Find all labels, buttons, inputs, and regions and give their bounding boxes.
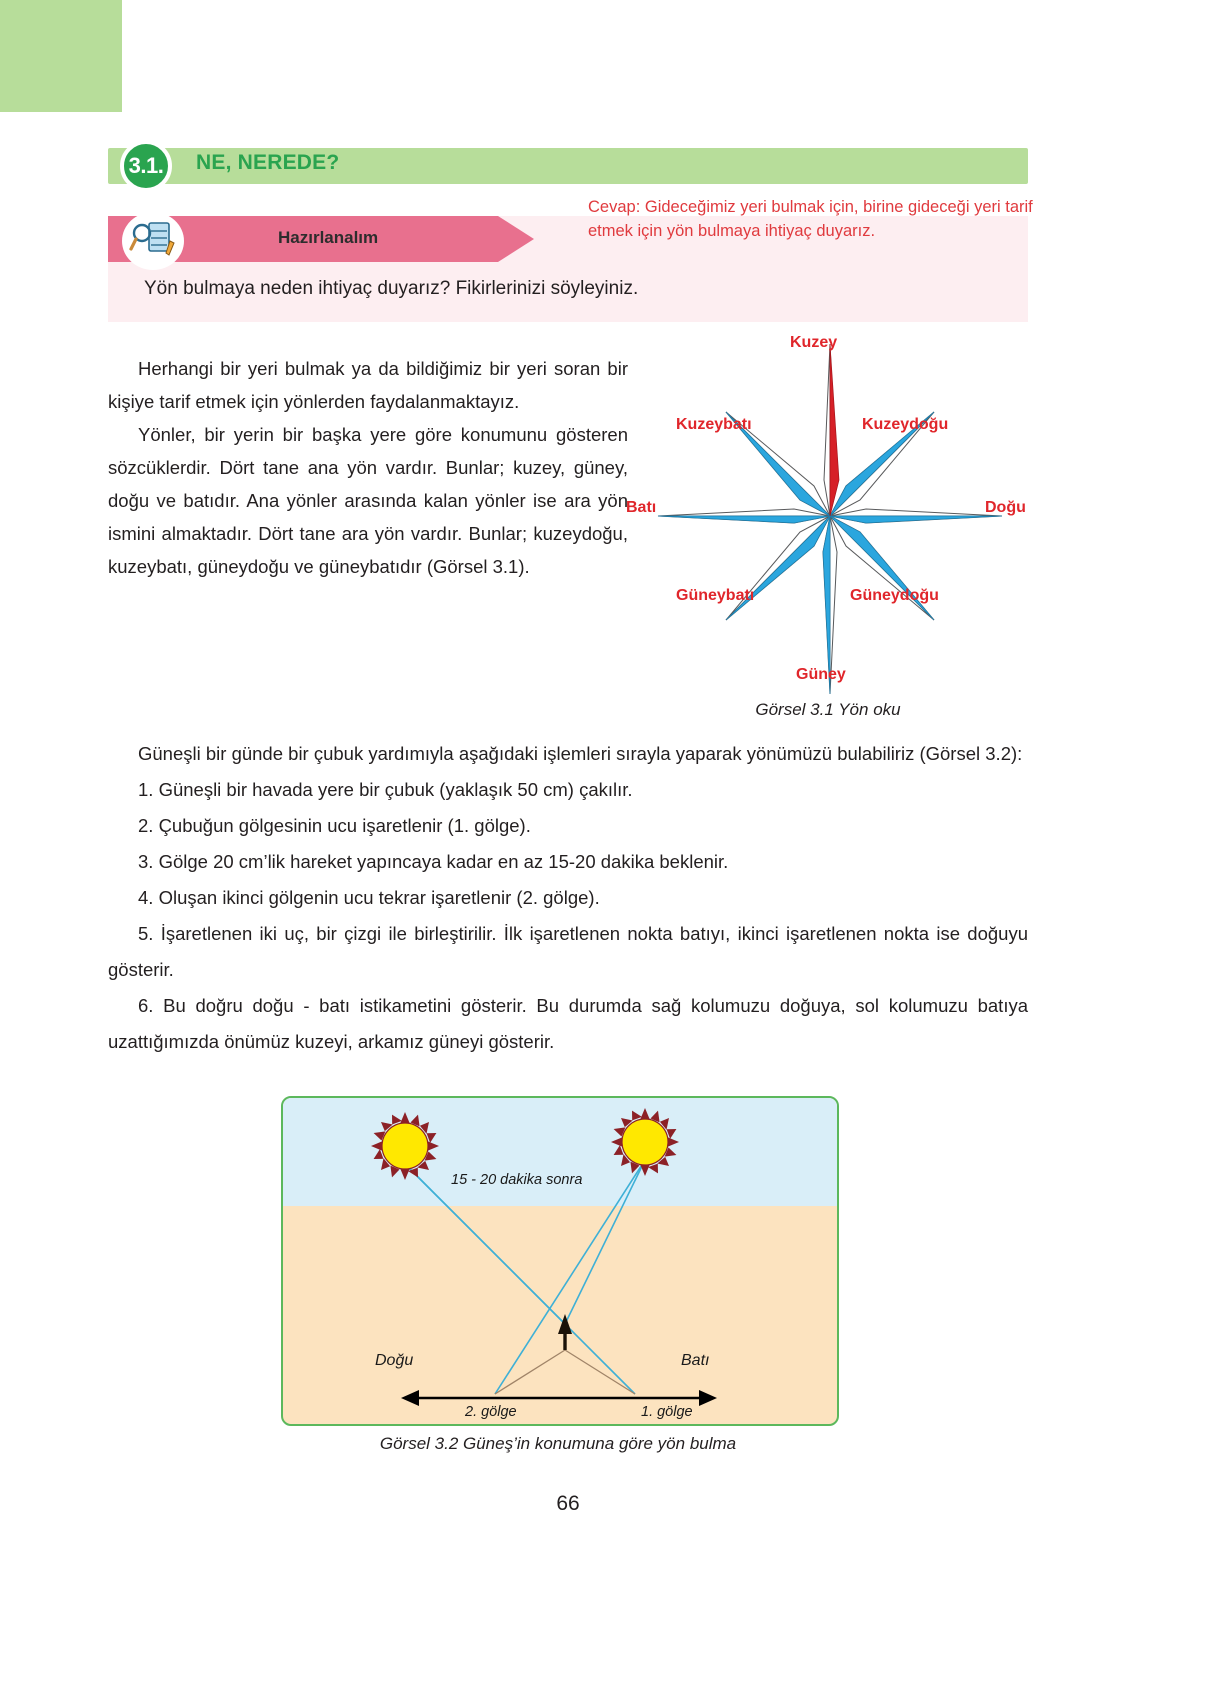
figure2-label-west: Batı (681, 1352, 710, 1369)
sun-direction-figure (281, 1096, 839, 1426)
paragraph-3: Güneşli bir günde bir çubuk yardımıyla aşağıdaki işlemleri sırayla yaparak yönümüzü bulabiliriz (Görsel 3.2): (138, 743, 1023, 764)
sun-figure-caption: Görsel 3.2 Güneş’in konumuna göre yön bulma (379, 1434, 737, 1453)
step-6: 6. Bu doğru doğu - batı istikametini gösterir. Bu durumda sağ kolumuzu doğuya, sol kolumuzu batıya uzattığımızda önümüz kuzeyi, arkamız güneyi gösterir. (108, 995, 1028, 1052)
step-3: 3. Gölge 20 cm’lik hareket yapıncaya kadar en az 15-20 dakika beklenir. (138, 851, 729, 872)
compass-label-east: Doğu (985, 499, 1026, 516)
prepare-label: Hazırlanalım (278, 228, 379, 247)
figure2-label-east: Doğu (375, 1352, 414, 1369)
compass-label-northwest: Kuzeybatı (676, 416, 752, 433)
paragraph-2: Yönler, bir yerin bir başka yere göre konumunu gösteren sözcüklerdir. Dört tane ana yön vardır. Bunlar; kuzey, güney, doğu ve batıdır. Ana yönler arasında kalan yönler ise ara yön ismini almaktadır. Dört tane ara yön vardır. Bunlar; kuzeydoğu, kuzeybatı, güneydoğu ve güneybatıdır (Görsel 3.1). (108, 424, 628, 577)
step-1: 1. Güneşli bir havada yere bir çubuk (yaklaşık 50 cm) çakılır. (138, 779, 633, 800)
figure2-label-shadow-2: 2. gölge (465, 1404, 517, 1420)
step-4: 4. Oluşan ikinci gölgenin ucu tekrar işaretlenir (2. gölge). (138, 887, 600, 908)
compass-label-south: Güney (796, 666, 846, 683)
compass-label-northeast: Kuzeydoğu (862, 416, 949, 433)
compass-label-southwest: Güneybatı (676, 587, 755, 604)
compass-label-west: Batı (626, 499, 657, 516)
magnifier-notebook-icon (122, 212, 184, 270)
section-number-badge: 3.1. (120, 140, 172, 192)
paragraph-1: Herhangi bir yeri bulmak ya da bildiğimiz bir yeri soran bir kişiye tarif etmek için yönlerden faydalanmaktayız. (108, 358, 628, 412)
compass-figure-caption: Görsel 3.1 Yön oku (755, 700, 901, 719)
procedure-text (108, 736, 1028, 1060)
page-content (108, 0, 1038, 1683)
section-title: NE, NEREDE? (196, 151, 340, 174)
compass-label-north: Kuzey (790, 334, 838, 351)
step-2: 2. Çubuğun gölgesinin ucu işaretlenir (1. gölge). (138, 815, 531, 836)
intro-paragraphs (108, 352, 628, 583)
compass-rose-figure (618, 326, 1038, 726)
figure2-label-shadow-1: 1. gölge (641, 1404, 693, 1420)
figure2-label-duration: 15 - 20 dakika sonra (451, 1172, 583, 1188)
decorative-corner-block (0, 0, 122, 112)
compass-label-southeast: Güneydoğu (850, 587, 939, 604)
answer-text: Cevap: Gideceğimiz yeri bulmak için, birine gideceği yeri tarif etmek için yön bulmaya ihtiyaç duyarız. (588, 198, 1033, 240)
prepare-question: Yön bulmaya neden ihtiyaç duyarız? Fikirlerinizi söyleyiniz. (144, 278, 639, 299)
page-number: 66 (556, 1492, 580, 1515)
step-5: 5. İşaretlenen iki uç, bir çizgi ile birleştirilir. İlk işaretlenen nokta batıyı, ikinci işaretlenen nokta ise doğuyu gösterir. (108, 923, 1028, 980)
